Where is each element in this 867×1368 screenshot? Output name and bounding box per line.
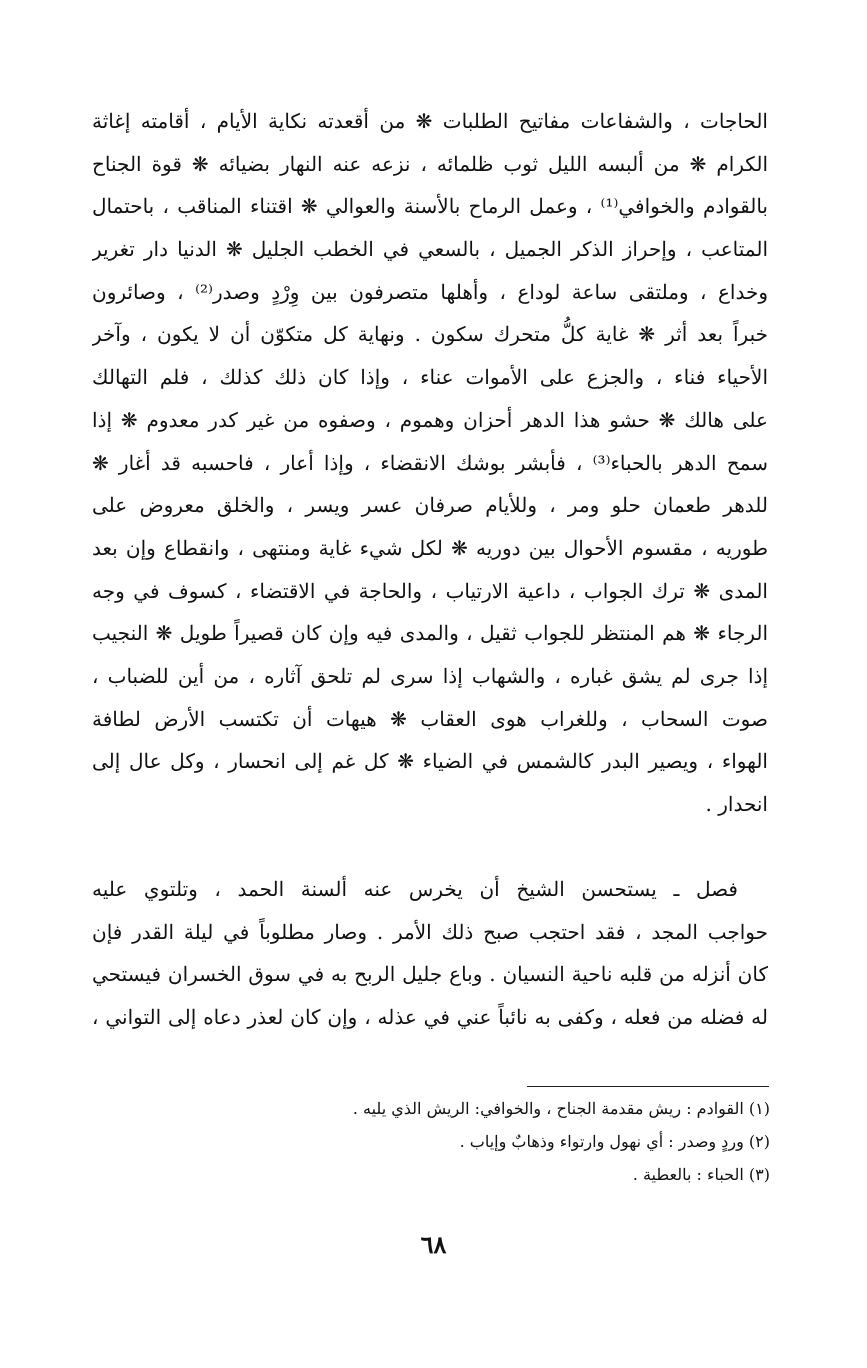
- text-line: الرجاء ❋ هم المنتظر للجواب ثقيل ، والمدى فيه وإن كان قصيراً طويل ❋ النجيب: [92, 621, 768, 646]
- text-line: بالقوادم والخوافي⁽¹⁾ ، وعمل الرماح بالأسنة والعوالي ❋ اقتناء المناقب ، باحتمال: [92, 194, 768, 219]
- text-line: سمح الدهر بالحباء⁽³⁾ ، فأبشر بوشك الانقضاء ، وإذا أعار ، فاحسبه قد أغار ❋: [92, 450, 768, 475]
- page-number: ٦٨: [420, 1230, 447, 1259]
- text-line: المتاعب ، وإحراز الذكر الجميل ، بالسعي في الخطب الجليل ❋ الدنيا دار تغرير: [92, 237, 768, 262]
- text-line: وخداع ، وملتقى ساعة لوداع ، وأهلها متصرفون بين وِرْدٍ وصدر⁽²⁾ ، وصائرون: [92, 279, 768, 304]
- footnote-item: (١) القوادم : ريش مقدمة الجناح ، والخوافي: الريش الذي يليه .: [352, 1099, 770, 1118]
- text-line: فصل ـ يستحسن الشيخ أن يخرس عنه ألسنة الحمد ، وتلتوي عليه: [92, 877, 738, 901]
- text-line: الهواء ، ويصير البدر كالشمس في الضياء ❋ كل غم إلى انحسار ، وكل عال إلى: [92, 749, 768, 774]
- text-line: له فضله من فعله ، وكفى به نائباً عني في عذله ، وإن كان لعذر دعاه إلى التواني ،: [92, 1005, 768, 1030]
- text-line: الحاجات ، والشفاعات مفاتيح الطلبات ❋ من أقعدته نكاية الأيام ، أقامته إغاثة: [92, 109, 768, 133]
- text-line: المدى ❋ ترك الجواب ، داعية الارتياب ، والحاجة في الاقتضاء ، كسوف في وجه: [92, 578, 768, 603]
- text-line: حواجب المجد ، فقد احتجب صبح ذلك الأمر . وصار مطلوباً في ليلة القدر فإن: [92, 919, 768, 944]
- text-line: الكرام ❋ من ألبسه الليل ثوب ظلمائه ، نزعه عنه النهار بضيائه ❋ قوة الجناح: [92, 151, 768, 176]
- text-line: صوت السحاب ، وللغراب هوى العقاب ❋ هيهات أن تكتسب الأرض لطافة: [92, 706, 768, 731]
- footnote-divider: [527, 1086, 769, 1087]
- text-line: الأحياء فناء ، والجزع على الأموات عناء ، وإذا كان ذلك كذلك ، فلم التهالك: [92, 365, 768, 390]
- text-line: خبراً بعد أثر ❋ غاية كلُّ متحرك سكون . ونهاية كل متكوّن أن لا يكون ، وآخر: [92, 322, 768, 347]
- second-paragraph: [92, 868, 768, 1039]
- main-paragraph: [92, 100, 768, 826]
- text-line: للدهر طعمان حلو ومر ، وللأيام صرفان عسر ويسر ، والخلق معروض على: [92, 493, 768, 518]
- text-line: كان أنزله من قلبه ناحية النسيان . وباع جليل الربح به في سوق الخسران فيستحي: [92, 962, 768, 987]
- text-line: انحدار .: [705, 792, 768, 816]
- footnotes: [200, 1092, 770, 1191]
- text-line: على هالك ❋ حشو هذا الدهر أحزان وهموم ، وصفوه من غير كدر معدوم ❋ إذا: [92, 407, 768, 432]
- footnote-item: (٢) وردٍ وصدر : أي نهول وارتواء وذهابٌ وإياب .: [459, 1132, 770, 1151]
- text-line: طوريه ، مقسوم الأحوال بين دوريه ❋ لكل شيء غاية ومنتهى ، وانقطاع وإن بعد: [92, 535, 768, 560]
- text-line: إذا جرى لم يشق غباره ، والشهاب إذا سرى لم تلحق آثاره ، من أين للضباب ،: [92, 663, 768, 688]
- footnote-item: (٣) الحباء : بالعطية .: [632, 1165, 770, 1184]
